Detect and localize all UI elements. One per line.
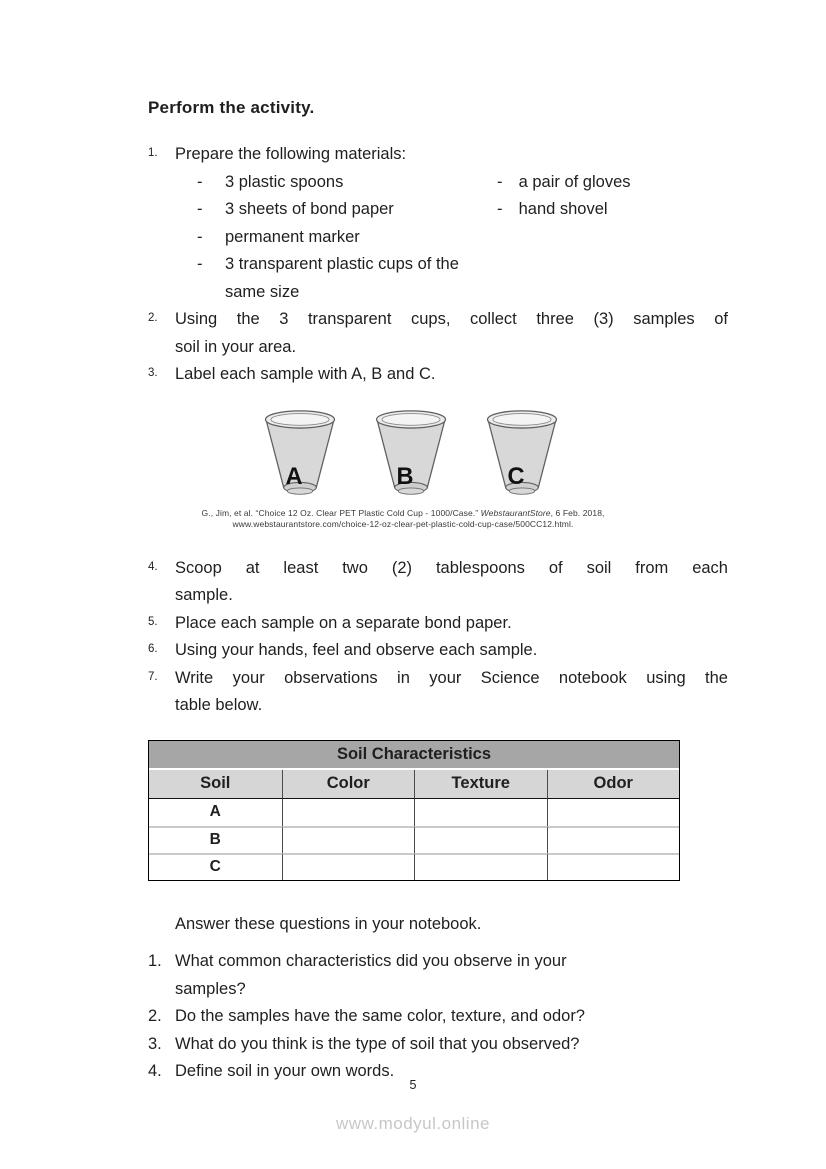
citation-text: G., Jim, et al. “Choice 12 Oz. Clear PET Plastic Cold Cup - 1000/Case.” [201, 507, 481, 518]
materials-row-3 [175, 224, 728, 252]
bullet-dash: - [197, 227, 203, 246]
step-4-number: 4. [148, 560, 158, 573]
table-cell [547, 799, 680, 826]
step-5 [148, 610, 728, 638]
material-item: a pair of gloves [518, 172, 631, 191]
material-left-1 [175, 169, 497, 197]
question-1-line2: samples? [175, 979, 246, 998]
row-label-b: B [149, 826, 282, 853]
cup-foot [287, 487, 312, 493]
column-header-soil: Soil [149, 770, 282, 799]
bullet-dash: - [197, 200, 203, 218]
question-3-number: 3. [148, 1034, 162, 1053]
plastic-cup-c [483, 407, 561, 499]
step-2-number: 2. [148, 312, 158, 324]
question-3-text: What do you think is the type of soil that you observed? [175, 1034, 580, 1053]
step-4-text-line1: Scoop at least two (2) tablespoons of soil from each [175, 558, 728, 577]
citation-line-1 [113, 508, 693, 520]
question-3 [148, 1031, 728, 1059]
step-1 [148, 141, 728, 306]
step-3-number: 3. [148, 367, 158, 379]
cup-foot [398, 487, 423, 493]
table-title: Soil Characteristics [149, 741, 679, 770]
citation-url: www.webstaurantstore.com/choice-12-oz-clear-pet-plastic-cold-cup-case/500CC12.html. [232, 519, 574, 529]
column-header-odor: Odor [547, 770, 680, 799]
page-number: 5 [409, 1078, 417, 1092]
step-2 [148, 306, 728, 361]
step-7-body [175, 665, 728, 720]
question-1-line1: What common characteristics did you observe in your [175, 952, 567, 970]
material-left-4 [175, 251, 497, 306]
bullet-dash: - [197, 255, 203, 273]
step-4 [148, 555, 728, 610]
step-2-text-line2: soil in your area. [175, 337, 297, 356]
website-watermark: www.modyul.online [335, 1114, 490, 1133]
step-6 [148, 637, 728, 665]
bullet-dash: - [497, 172, 503, 191]
table-cell [282, 799, 415, 826]
step-6-text: Using your hands, feel and observe each sample. [175, 641, 538, 659]
step-4-body [175, 555, 728, 610]
column-header-texture: Texture [414, 770, 547, 799]
row-label-a: A [149, 799, 282, 826]
page-title: Perform the activity. [148, 98, 315, 117]
step-3 [148, 361, 728, 389]
material-right-1 [497, 169, 631, 197]
table-cell [414, 853, 547, 880]
question-2 [148, 1003, 728, 1031]
citation-source: WebstaurantStore [480, 507, 551, 518]
table-cell [414, 799, 547, 826]
table-row-a [149, 799, 679, 826]
step-5-number: 5. [148, 615, 158, 628]
table-cell [282, 826, 415, 853]
material-item: 3 sheets of bond paper [225, 200, 394, 218]
step-1-body [175, 141, 728, 306]
questions-intro: Answer these questions in your notebook. [175, 914, 482, 933]
step-4-text-line2: sample. [175, 586, 233, 604]
question-2-number: 2. [148, 1007, 162, 1025]
plastic-cup-a [261, 407, 339, 499]
table-cell [547, 853, 680, 880]
question-1-number: 1. [148, 952, 162, 970]
material-item: 3 transparent plastic cups of the same size [225, 255, 459, 301]
material-item: hand shovel [518, 200, 608, 218]
bullet-dash: - [497, 200, 503, 218]
table-title-row [149, 741, 679, 770]
citation-date: , 6 Feb. 2018, [550, 507, 605, 518]
step-6-number: 6. [148, 643, 158, 655]
table-cell [547, 826, 680, 853]
step-1-number: 1. [148, 147, 158, 159]
step-7-text-line1: Write your observations in your Science notebook using the [175, 668, 728, 687]
questions-list [148, 948, 728, 1086]
table-row-c [149, 853, 679, 880]
question-1-body [175, 948, 728, 1003]
step-5-text: Place each sample on a separate bond paper. [175, 613, 512, 632]
step-7 [148, 665, 728, 720]
step-1-text: Prepare the following materials: [175, 145, 407, 163]
material-left-3 [175, 224, 497, 252]
table-row-b [149, 826, 679, 853]
materials-row-4 [175, 251, 728, 306]
column-header-color: Color [282, 770, 415, 799]
step-2-text-line1: Using the 3 transparent cups, collect three (3) samples of [175, 310, 728, 328]
cup-foot [509, 487, 534, 493]
plastic-cup-b [372, 407, 450, 499]
question-2-text: Do the samples have the same color, texture, and odor? [175, 1007, 585, 1025]
cup-label-a: A [285, 462, 303, 489]
row-label-c: C [149, 853, 282, 880]
question-4-number: 4. [148, 1062, 162, 1080]
materials-list [175, 169, 728, 307]
steps-4-7 [148, 555, 728, 720]
table-cell [414, 826, 547, 853]
step-7-number: 7. [148, 670, 158, 683]
material-left-2 [175, 196, 497, 224]
cup-label-b: B [396, 462, 414, 489]
materials-row-2 [175, 196, 728, 224]
image-citation [113, 508, 693, 531]
table-cell [282, 853, 415, 880]
material-item: 3 plastic spoons [225, 172, 344, 191]
question-1 [148, 948, 728, 1003]
step-7-text-line2: table below. [175, 696, 263, 714]
page-content [148, 98, 728, 1086]
soil-characteristics-table [148, 740, 680, 881]
plastic-cups-image [261, 407, 728, 499]
material-item: permanent marker [225, 227, 360, 246]
cup-label-c: C [507, 462, 525, 489]
step-2-body [175, 306, 728, 361]
table-header-row [149, 770, 679, 799]
material-right-2 [497, 196, 608, 224]
bullet-dash: - [197, 172, 203, 191]
question-4-text: Define soil in your own words. [175, 1062, 395, 1080]
step-3-text: Label each sample with A, B and C. [175, 365, 436, 383]
materials-row-1 [175, 169, 728, 197]
